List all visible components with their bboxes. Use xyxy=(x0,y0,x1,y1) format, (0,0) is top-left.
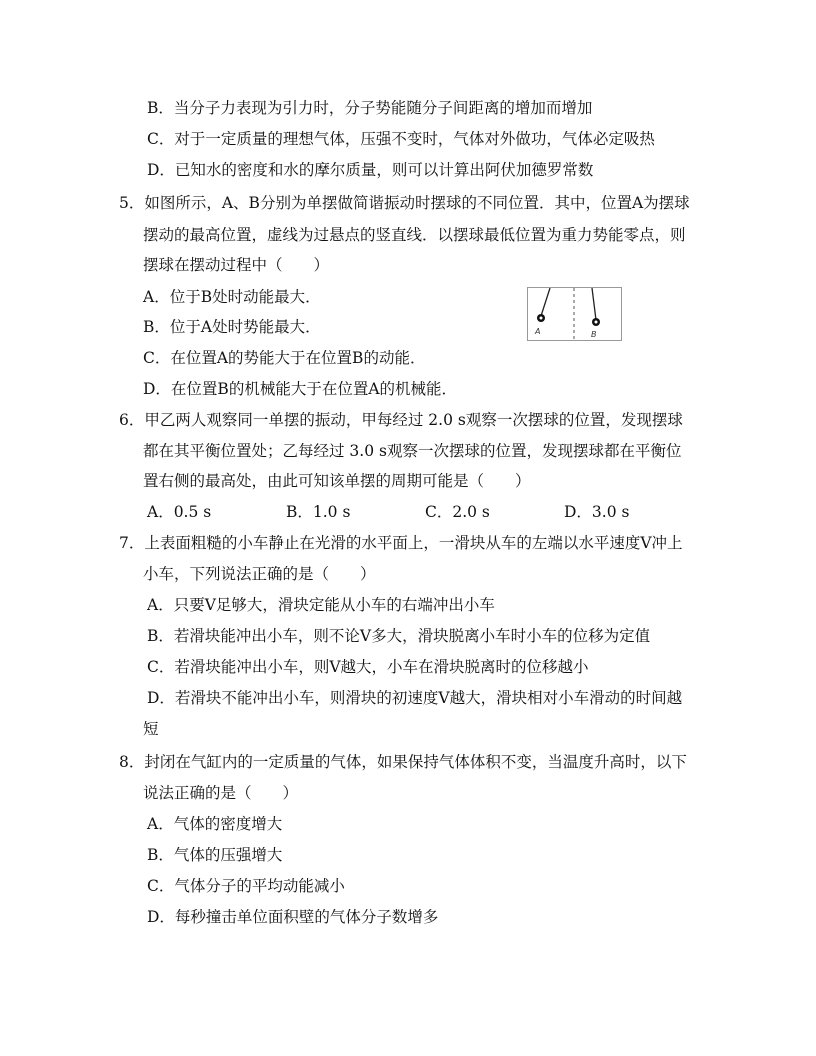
q6-option-c: C．2.0 s xyxy=(425,503,490,521)
q5-option-d: D．在位置B的机械能大于在位置A的机械能． xyxy=(143,380,458,398)
q6-option-b: B．1.0 s xyxy=(286,503,351,521)
q6-option-a: A．0.5 s xyxy=(147,503,212,521)
pendulum-string-a xyxy=(541,288,550,316)
q7-option-c: C．若滑块能冲出小车，则V越大，小车在滑块脱离时的位移越小 xyxy=(147,658,589,676)
q8-option-c: C．气体分子的平均动能减小 xyxy=(147,877,345,895)
q6-stem-line3: 置右侧的最高处，由此可知该单摆的周期可能是（ ） xyxy=(143,472,531,490)
q7-option-d-line2: 短 xyxy=(143,720,159,738)
q5-stem-line3: 摆球在摆动过程中（ ） xyxy=(143,256,330,274)
q7-stem-line2: 小车，下列说法正确的是（ ） xyxy=(143,565,376,583)
q5-option-c: C．在位置A的势能大于在位置B的动能． xyxy=(143,349,426,367)
q8-option-b: B．气体的压强增大 xyxy=(147,846,283,864)
q5-option-b: B．位于A处时势能最大． xyxy=(143,318,321,336)
q6-stem-line2: 都在其平衡位置处；乙每经过 3.0 s观察一次摆球的位置，发现摆球都在平衡位 xyxy=(143,442,682,460)
q7-option-a: A．只要V足够大，滑块定能从小车的右端冲出小车 xyxy=(147,596,495,614)
pendulum-diagram xyxy=(528,288,621,340)
pendulum-string-b xyxy=(592,288,596,320)
q8-stem-line2: 说法正确的是（ ） xyxy=(143,784,299,802)
pendulum-figure xyxy=(527,287,622,341)
q4-option-c: C．对于一定质量的理想气体，压强不变时，气体对外做功，气体必定吸热 xyxy=(147,130,655,148)
q8-stem-line1: 8．封闭在气缸内的一定质量的气体，如果保持气体体积不变，当温度升高时，以下 xyxy=(119,753,687,771)
q5-stem-line2: 摆动的最高位置，虚线为过悬点的竖直线．以摆球最低位置为重力势能零点，则 xyxy=(143,226,686,244)
q5-stem-line1: 5．如图所示，A、B分别为单摆做简谐振动时摆球的不同位置．其中，位置A为摆球 xyxy=(119,194,690,212)
q6-options-row xyxy=(147,502,667,524)
q8-option-a: A．气体的密度增大 xyxy=(147,815,283,833)
q4-option-b: B．当分子力表现为引力时，分子势能随分子间距离的增加而增加 xyxy=(147,99,593,117)
figure-label-a: A xyxy=(535,327,541,336)
q7-stem-line1: 7．上表面粗糙的小车静止在光滑的水平面上，一滑块从车的左端以水平速度V冲上 xyxy=(119,534,683,552)
q4-option-d: D．已知水的密度和水的摩尔质量，则可以计算出阿伏加德罗常数 xyxy=(147,161,594,179)
q5-option-a: A．位于B处时动能最大． xyxy=(143,288,321,306)
q7-option-b: B．若滑块能冲出小车，则不论V多大，滑块脱离小车时小车的位移为定值 xyxy=(147,627,651,645)
q7-option-d-line1: D．若滑块不能冲出小车，则滑块的初速度V越大，滑块相对小车滑动的时间越 xyxy=(147,689,683,707)
figure-label-b: B xyxy=(591,330,597,339)
q6-stem-line1: 6．甲乙两人观察同一单摆的振动，甲每经过 2.0 s观察一次摆球的位置，发现摆球 xyxy=(119,411,683,429)
q8-option-d: D．每秒撞击单位面积壁的气体分子数增多 xyxy=(147,908,439,926)
q6-option-d: D．3.0 s xyxy=(564,503,630,521)
